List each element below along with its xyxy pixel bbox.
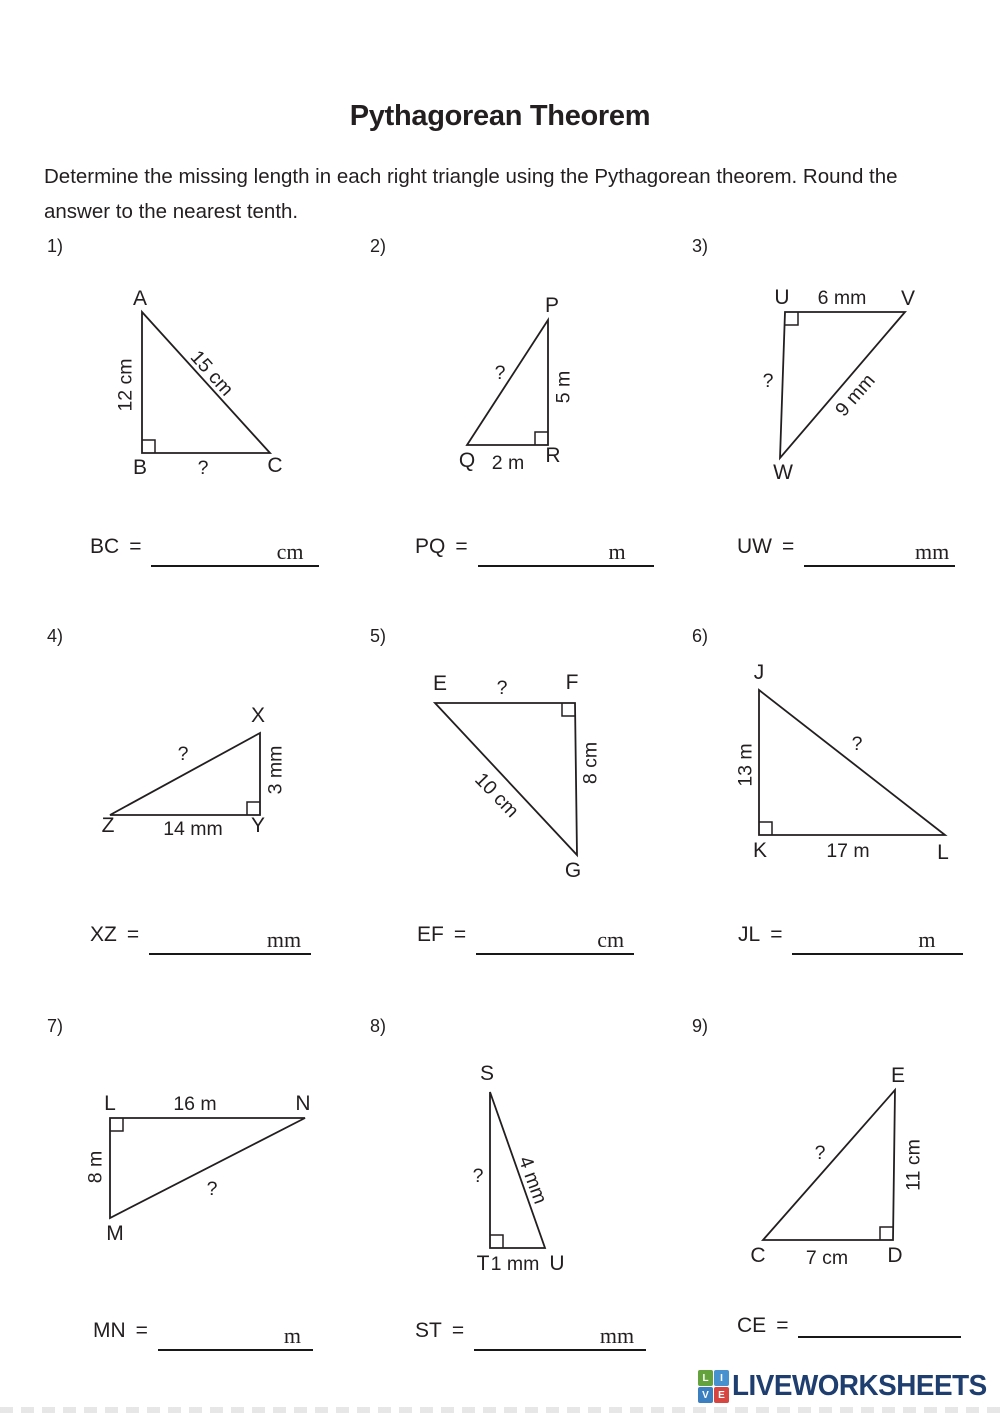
- side-label: 17 m: [826, 840, 870, 862]
- question-mark: ?: [472, 1165, 484, 1187]
- side-label: 1 mm: [490, 1253, 540, 1275]
- instructions-text: Determine the missing length in each right triangle using the Pythagorean theorem. Round the answer to the nearest tenth.: [44, 165, 898, 223]
- right-angle-marker: [785, 312, 798, 325]
- answer-label: JL: [738, 923, 761, 946]
- answer-unit: m: [608, 539, 626, 564]
- problem-number-9: 9): [692, 1016, 709, 1036]
- side-label: 8 cm: [579, 741, 602, 785]
- equals-sign: =: [453, 923, 467, 946]
- vertex-label: U: [774, 286, 790, 309]
- triangle-outline: [763, 1090, 895, 1240]
- vertex-label: N: [295, 1092, 311, 1115]
- question-mark: ?: [496, 677, 508, 699]
- right-angle-marker: [142, 440, 155, 453]
- vertex-label: F: [565, 671, 579, 694]
- question-mark: ?: [851, 733, 863, 755]
- answer-unit: cm: [597, 927, 625, 952]
- vertex-label: S: [479, 1062, 495, 1085]
- logo-square-v: V: [698, 1387, 713, 1403]
- answer-blank[interactable]: [792, 927, 963, 955]
- answer-blank[interactable]: [149, 927, 311, 955]
- answer-label: MN: [93, 1319, 126, 1342]
- liveworksheets-logo: [698, 1370, 997, 1403]
- vertex-label: L: [937, 841, 949, 864]
- side-label: 11 cm: [902, 1139, 925, 1191]
- side-label: 15 cm: [185, 346, 238, 401]
- equals-sign: =: [776, 1314, 789, 1337]
- triangle-figure-6: [730, 655, 960, 875]
- logo-square-i: I: [714, 1370, 729, 1386]
- answer-blank[interactable]: [158, 1323, 313, 1351]
- answer-unit: mm: [915, 539, 950, 564]
- answer-blank[interactable]: [151, 539, 319, 567]
- answer-label: PQ: [415, 535, 446, 558]
- answer-row-4: [90, 922, 311, 955]
- vertex-label: C: [750, 1244, 766, 1267]
- triangle-figure-2: [440, 290, 640, 490]
- answer-row-3: [737, 534, 955, 567]
- triangle-figure-1: [95, 280, 315, 495]
- triangle-figure-5: [410, 668, 615, 891]
- answer-label: BC: [90, 535, 120, 558]
- side-label: 12 cm: [114, 358, 137, 412]
- equals-sign: =: [135, 1319, 148, 1342]
- vertex-label: V: [900, 287, 916, 310]
- triangle-outline: [110, 1118, 305, 1218]
- vertex-label: U: [549, 1252, 565, 1275]
- question-mark: ?: [206, 1178, 218, 1200]
- problem-number-6: 6): [692, 626, 709, 646]
- vertex-label: Q: [458, 449, 476, 472]
- right-angle-marker: [880, 1227, 893, 1240]
- answer-unit: m: [283, 1323, 301, 1348]
- right-angle-marker: [490, 1235, 503, 1248]
- triangle-outline: [759, 690, 945, 835]
- side-label: 8 m: [84, 1150, 107, 1184]
- vertex-label: E: [432, 672, 448, 695]
- question-mark: ?: [494, 362, 506, 384]
- side-label: 6 mm: [817, 287, 867, 309]
- answer-row-8: [415, 1318, 646, 1351]
- page-title: Pythagorean Theorem: [349, 100, 651, 132]
- answer-row-7: [93, 1318, 313, 1351]
- vertex-label: Y: [250, 814, 266, 837]
- vertex-label: Z: [101, 814, 115, 837]
- liveworksheets-logo-icon: [698, 1370, 729, 1403]
- vertex-label: C: [267, 454, 283, 477]
- problem-number-8: 8): [370, 1016, 387, 1036]
- vertex-label: X: [250, 704, 266, 727]
- vertex-label: A: [132, 287, 148, 310]
- answer-label: CE: [737, 1314, 767, 1337]
- side-label: 7 cm: [805, 1247, 849, 1269]
- answer-row-1: [90, 534, 319, 567]
- answer-label: UW: [737, 535, 772, 558]
- triangle-outline: [467, 320, 548, 445]
- answer-row-9: [737, 1310, 961, 1339]
- side-label: 2 m: [491, 452, 525, 474]
- equals-sign: =: [451, 1319, 465, 1342]
- triangle-figure-7: [75, 1085, 340, 1260]
- side-label: 13 m: [734, 743, 757, 787]
- vertex-label: P: [544, 294, 560, 317]
- answer-label: EF: [417, 923, 444, 946]
- answer-row-5: [417, 922, 634, 955]
- right-angle-marker: [759, 822, 772, 835]
- side-label: 16 m: [173, 1093, 217, 1115]
- equals-sign: =: [782, 535, 795, 558]
- logo-square-e: E: [714, 1387, 729, 1403]
- answer-label: ST: [415, 1319, 442, 1342]
- right-angle-marker: [110, 1118, 123, 1131]
- vertex-label: W: [773, 461, 793, 484]
- side-label: 9 mm: [831, 369, 880, 421]
- right-angle-marker: [562, 703, 575, 716]
- logo-square-l: L: [698, 1370, 713, 1386]
- cutoff-text-strip: [0, 1407, 1000, 1413]
- answer-unit: m: [918, 927, 936, 952]
- vertex-label: T: [476, 1252, 490, 1275]
- problem-number-7: 7): [47, 1016, 64, 1036]
- answer-blank[interactable]: [798, 1310, 961, 1338]
- answer-blank[interactable]: [478, 539, 654, 567]
- vertex-label: D: [887, 1244, 903, 1267]
- answer-label: XZ: [90, 923, 117, 946]
- vertex-label: E: [890, 1064, 906, 1087]
- question-mark: ?: [177, 743, 189, 765]
- answer-row-2: [415, 534, 654, 567]
- vertex-label: M: [106, 1222, 124, 1245]
- vertex-label: J: [753, 661, 765, 684]
- equals-sign: =: [129, 535, 142, 558]
- answer-unit: mm: [599, 1323, 635, 1348]
- answer-unit: mm: [266, 927, 302, 952]
- triangle-figure-8: [440, 1055, 605, 1288]
- triangle-figure-4: [85, 700, 305, 855]
- side-label: 14 mm: [163, 818, 223, 840]
- problem-number-4: 4): [47, 626, 64, 646]
- answer-blank[interactable]: [474, 1323, 646, 1351]
- side-label: 5 m: [552, 370, 575, 404]
- side-label: 3 mm: [264, 745, 287, 795]
- answer-blank[interactable]: [804, 539, 955, 567]
- answer-blank[interactable]: [476, 927, 634, 955]
- question-mark: ?: [814, 1142, 826, 1164]
- side-label: 4 mm: [513, 1153, 552, 1207]
- problem-number-3: 3): [692, 236, 709, 256]
- vertex-label: R: [545, 444, 561, 467]
- vertex-label: G: [564, 859, 582, 882]
- vertex-label: K: [752, 839, 768, 862]
- triangle-figure-3: [735, 285, 955, 495]
- problem-number-1: 1): [47, 236, 64, 256]
- answer-row-6: [738, 922, 963, 955]
- vertex-label: L: [104, 1092, 116, 1115]
- triangle-outline: [780, 312, 905, 458]
- triangle-figure-9: [730, 1055, 965, 1280]
- problem-number-5: 5): [370, 626, 387, 646]
- equals-sign: =: [455, 535, 468, 558]
- equals-sign: =: [770, 923, 783, 946]
- problem-number-2: 2): [370, 236, 387, 256]
- brand-name: LIVEWORKSHEETS: [732, 1370, 987, 1402]
- triangle-outline: [435, 703, 577, 855]
- question-mark: ?: [197, 457, 209, 479]
- equals-sign: =: [126, 923, 140, 946]
- vertex-label: B: [132, 456, 148, 479]
- question-mark: ?: [762, 370, 774, 392]
- answer-unit: cm: [276, 539, 304, 564]
- side-label: 10 cm: [470, 768, 524, 823]
